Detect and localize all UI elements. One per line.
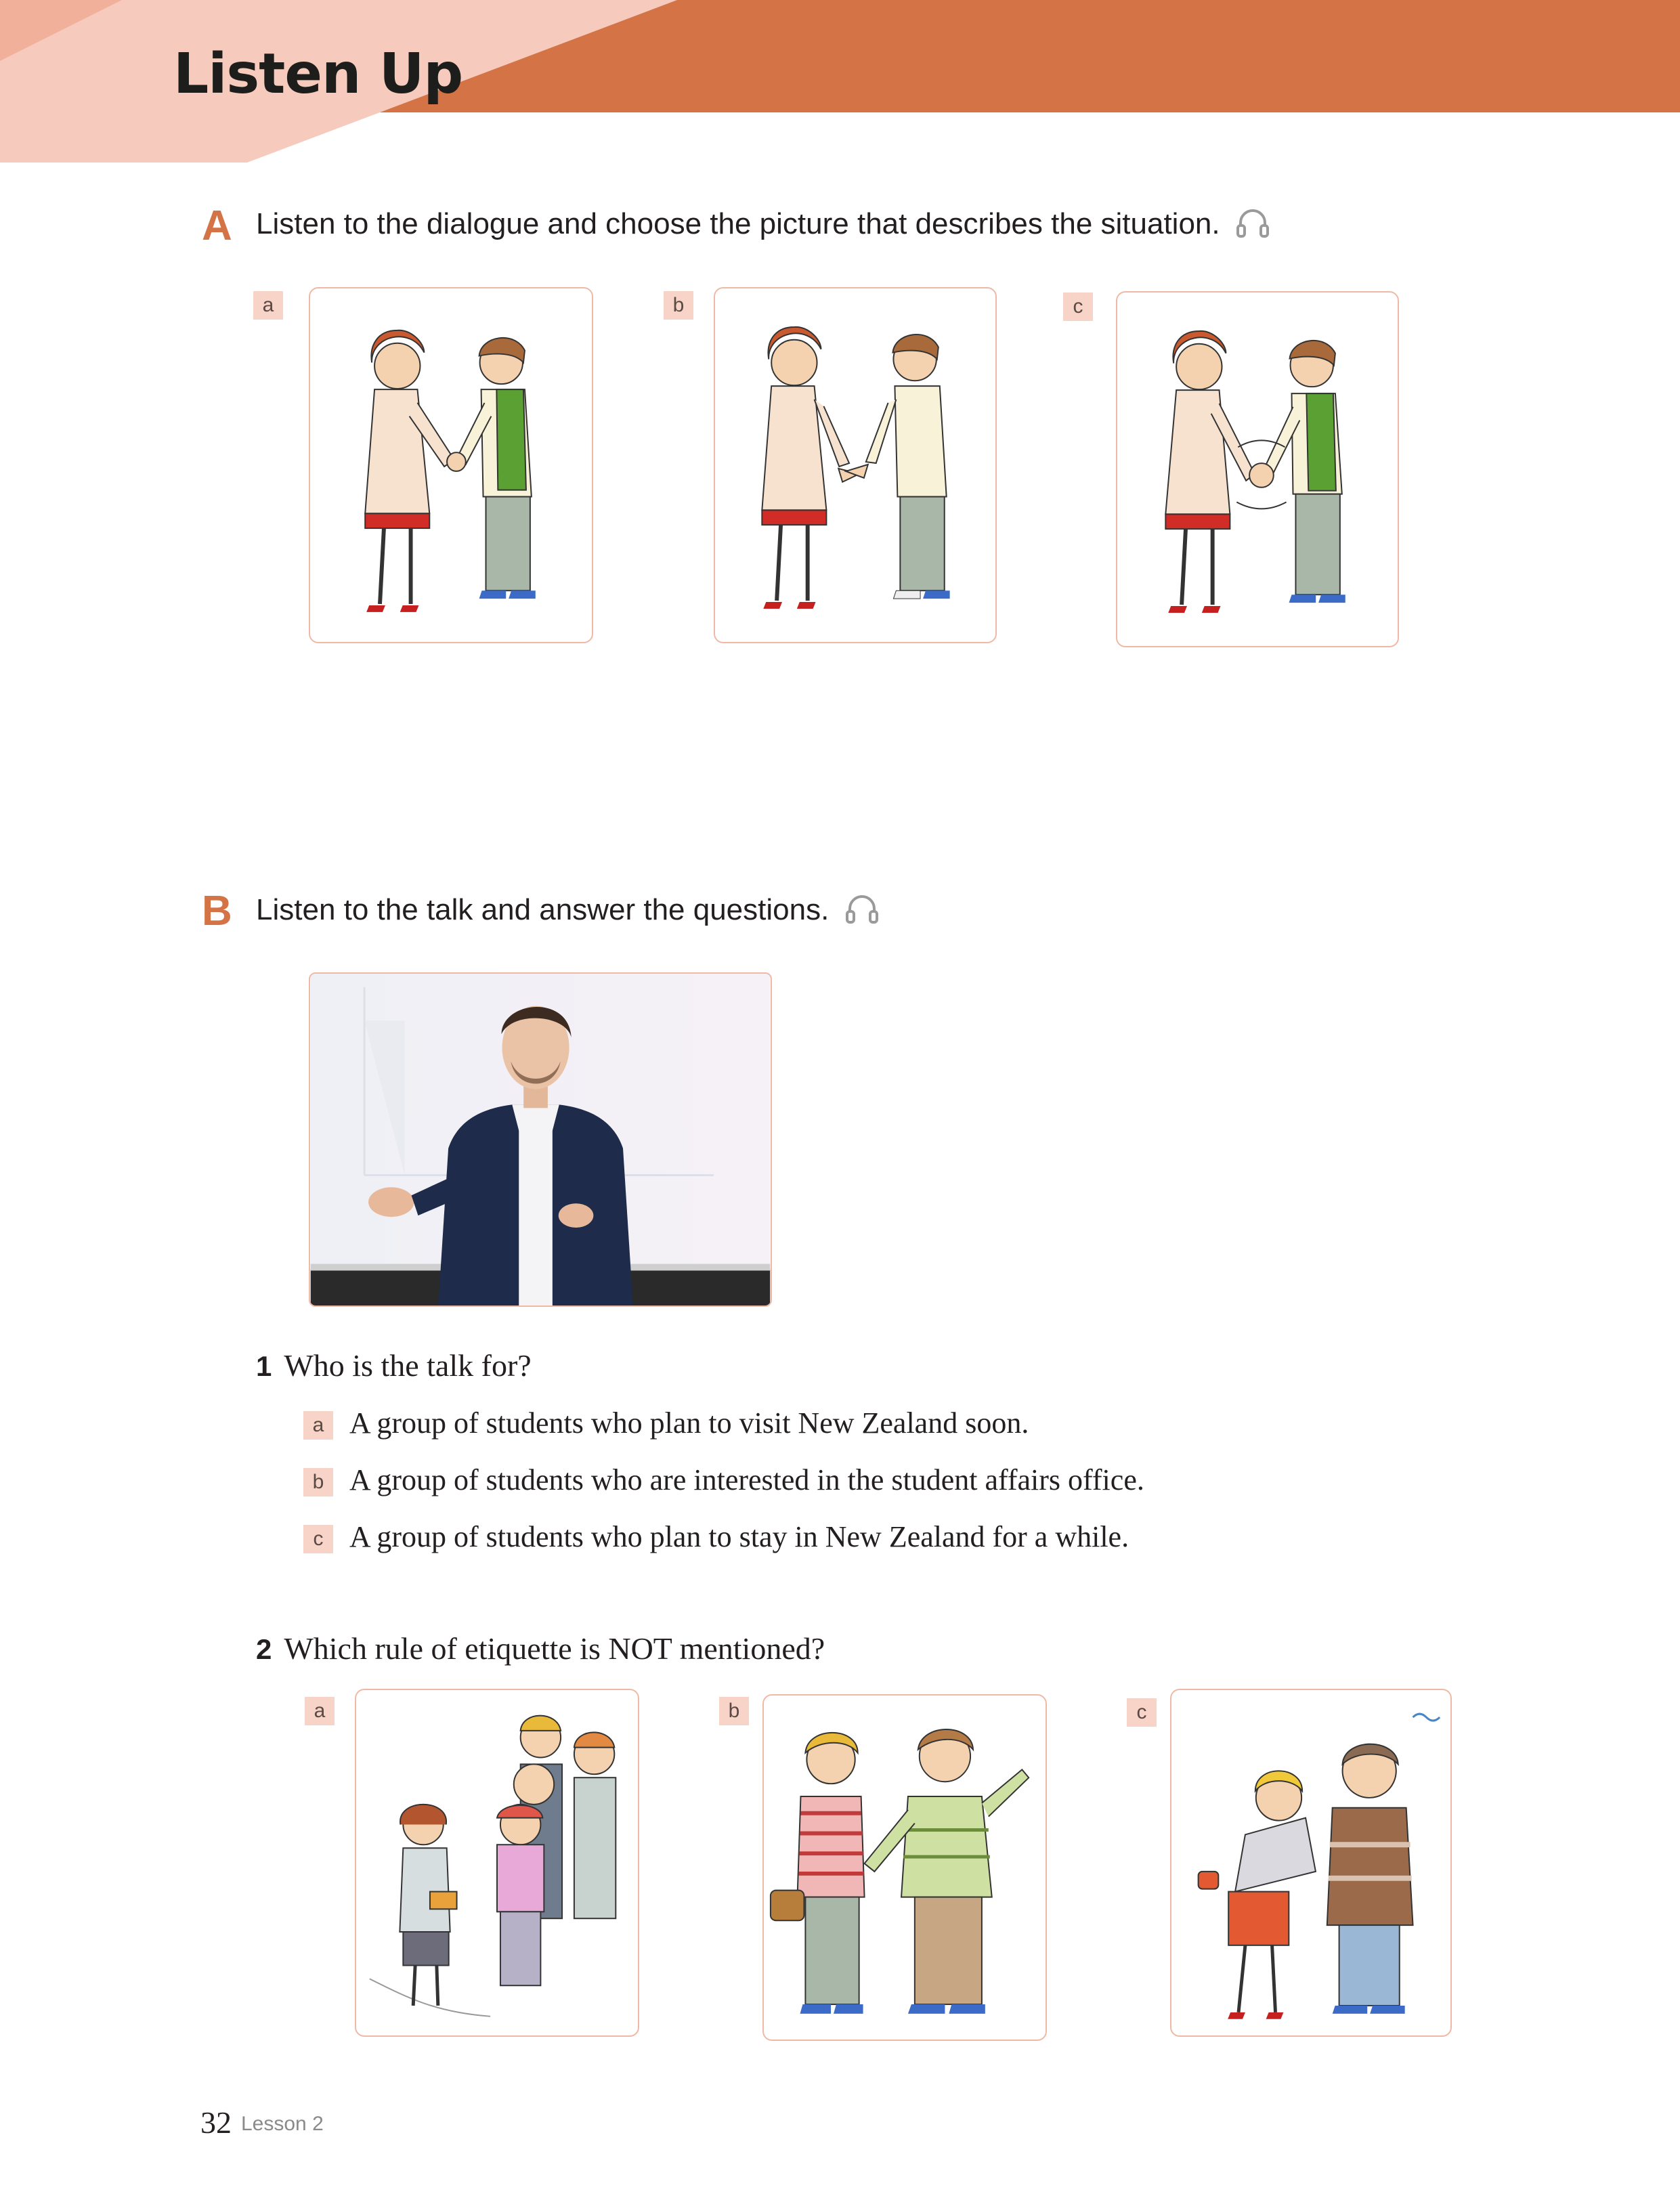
handshake-illustration-c	[1117, 293, 1398, 646]
q2-option-tag-a: a	[305, 1697, 335, 1725]
option-tag-c: c	[1063, 293, 1093, 321]
option-tag-a: a	[253, 291, 283, 320]
picture-option-b[interactable]	[714, 287, 997, 643]
section-b-instruction-text: Listen to the talk and answer the questions.	[256, 893, 830, 926]
picture-option-c[interactable]	[1116, 291, 1399, 647]
question-2-text: Which rule of etiquette is NOT mentioned?	[284, 1631, 825, 1666]
picture-option-a[interactable]	[309, 287, 593, 643]
question-1-text: Who is the talk for?	[284, 1348, 532, 1383]
section-a-instruction-text: Listen to the dialogue and choose the picture that describes the situation.	[256, 207, 1220, 240]
q1-option-c[interactable]: A group of students who plan to stay in New Zealand for a while.	[349, 1520, 1129, 1553]
handshake-illustration-a	[310, 288, 592, 642]
page-title: Listen Up	[173, 42, 463, 106]
section-b-instruction	[256, 892, 880, 927]
question-2-number: 2	[256, 1633, 272, 1665]
question-1	[256, 1347, 532, 1383]
q1-option-tag-b: b	[303, 1468, 333, 1496]
q1-option-b[interactable]: A group of students who are interested in the student affairs office.	[349, 1463, 1144, 1496]
handshake-illustration-b	[715, 288, 995, 642]
presenter-illustration	[310, 974, 771, 1306]
section-a-letter: A	[202, 202, 232, 249]
q2-picture-option-a[interactable]	[355, 1689, 639, 2037]
lesson-label: Lesson 2	[241, 2113, 324, 2135]
question-1-number: 1	[256, 1350, 272, 1382]
q1-option-a[interactable]: A group of students who plan to visit New Zealand soon.	[349, 1406, 1029, 1440]
sneezing-illustration	[1171, 1690, 1450, 2035]
section-b-letter: B	[202, 888, 232, 934]
q2-option-tag-c: c	[1127, 1698, 1157, 1727]
cutting-in-line-illustration	[356, 1690, 638, 2035]
headphones-icon[interactable]	[844, 892, 880, 925]
q1-option-tag-c: c	[303, 1525, 333, 1553]
q2-option-tag-b: b	[719, 1697, 749, 1725]
section-a-instruction	[256, 207, 1270, 241]
headphones-icon[interactable]	[1235, 207, 1270, 239]
page-number: 32	[200, 2105, 232, 2140]
presenter-photo[interactable]	[309, 972, 772, 1307]
option-tag-b: b	[664, 291, 693, 320]
q1-option-tag-a: a	[303, 1411, 333, 1440]
friendly-greeting-illustration	[764, 1696, 1046, 2040]
question-2	[256, 1631, 825, 1666]
q2-picture-option-b[interactable]	[762, 1694, 1047, 2041]
q2-picture-option-c[interactable]	[1170, 1689, 1452, 2037]
